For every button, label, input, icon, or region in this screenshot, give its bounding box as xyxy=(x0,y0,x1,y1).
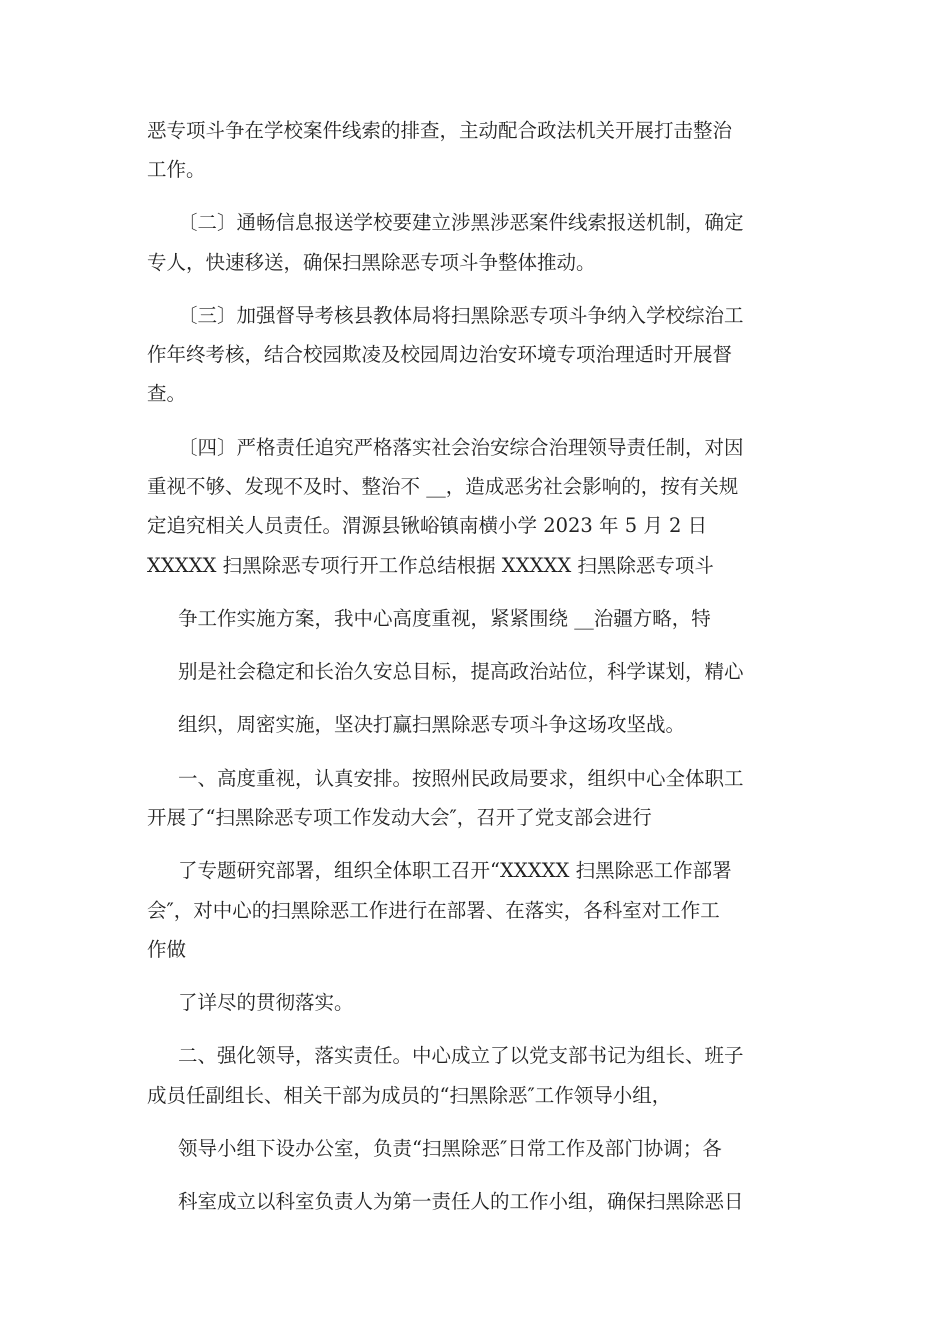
text-line: 争工作实施方案，我中心高度重视，紧紧围绕 __治疆方略，特 xyxy=(178,607,711,630)
text-line: 了详尽的贯彻落实。 xyxy=(178,991,354,1014)
text-line: 二、强化领导，落实责任。中心成立了以党支部书记为组长、班子 xyxy=(178,1044,744,1067)
text-line: 了专题研究部署，组织全体职工召开“XXXXX 扫黑除恶工作部署 xyxy=(178,859,732,882)
text-line: 作年终考核，结合校园欺凌及校园周边治安环境专项治理适时开展督 xyxy=(147,343,733,366)
text-line: 科室成立以科室负责人为第一责任人的工作小组，确保扫黑除恶日 xyxy=(178,1190,744,1213)
text-line: 成员任副组长、相关干部为成员的“扫黑除恶″工作领导小组， xyxy=(147,1084,672,1107)
text-line: 〔三〕加强督导考核县教体局将扫黑除恶专项斗争纳入学校综治工 xyxy=(178,304,744,327)
text-line: 别是社会稳定和长治久安总目标，提高政治站位，科学谋划，精心 xyxy=(178,660,744,683)
text-line: 恶专项斗争在学校案件线索的排查，主动配合政法机关开展打击整治 xyxy=(147,119,733,142)
text-line: 组织，周密实施，坚决打赢扫黑除恶专项斗争这场攻坚战。 xyxy=(178,713,686,736)
text-line: 作做 xyxy=(147,938,187,961)
text-line: 领导小组下设办公室，负责“扫黑除恶″日常工作及部门协调；各 xyxy=(178,1137,722,1160)
text-line: 定追究相关人员责任。渭源县锹峪镇南横小学 2023 年 5 月 2 日 xyxy=(147,514,708,537)
text-line: 会″，对中心的扫黑除恶工作进行在部署、在落实，各科室对工作工 xyxy=(147,899,720,922)
text-line: 专人，快速移送，确保扫黑除恶专项斗争整体推动。 xyxy=(147,251,596,274)
text-line: 工作。 xyxy=(147,158,206,181)
text-line: 〔四〕严格责任追究严格落实社会治安综合治理领导责任制，对因 xyxy=(178,436,744,459)
text-line: 〔二〕通畅信息报送学校要建立涉黑涉恶案件线索报送机制，确定 xyxy=(178,211,744,234)
text-line: XXXXX 扫黑除恶专项行开工作总结根据 XXXXX 扫黑除恶专项斗 xyxy=(147,554,714,577)
text-line: 一、高度重视，认真安排。按照州民政局要求，组织中心全体职工 xyxy=(178,767,744,790)
text-line: 开展了“扫黑除恶专项工作发动大会″，召开了党支部会进行 xyxy=(147,806,652,829)
text-line: 查。 xyxy=(147,382,187,405)
text-line: 重视不够、发现不及时、整治不 __，造成恶劣社会影响的，按有关规 xyxy=(147,475,739,498)
